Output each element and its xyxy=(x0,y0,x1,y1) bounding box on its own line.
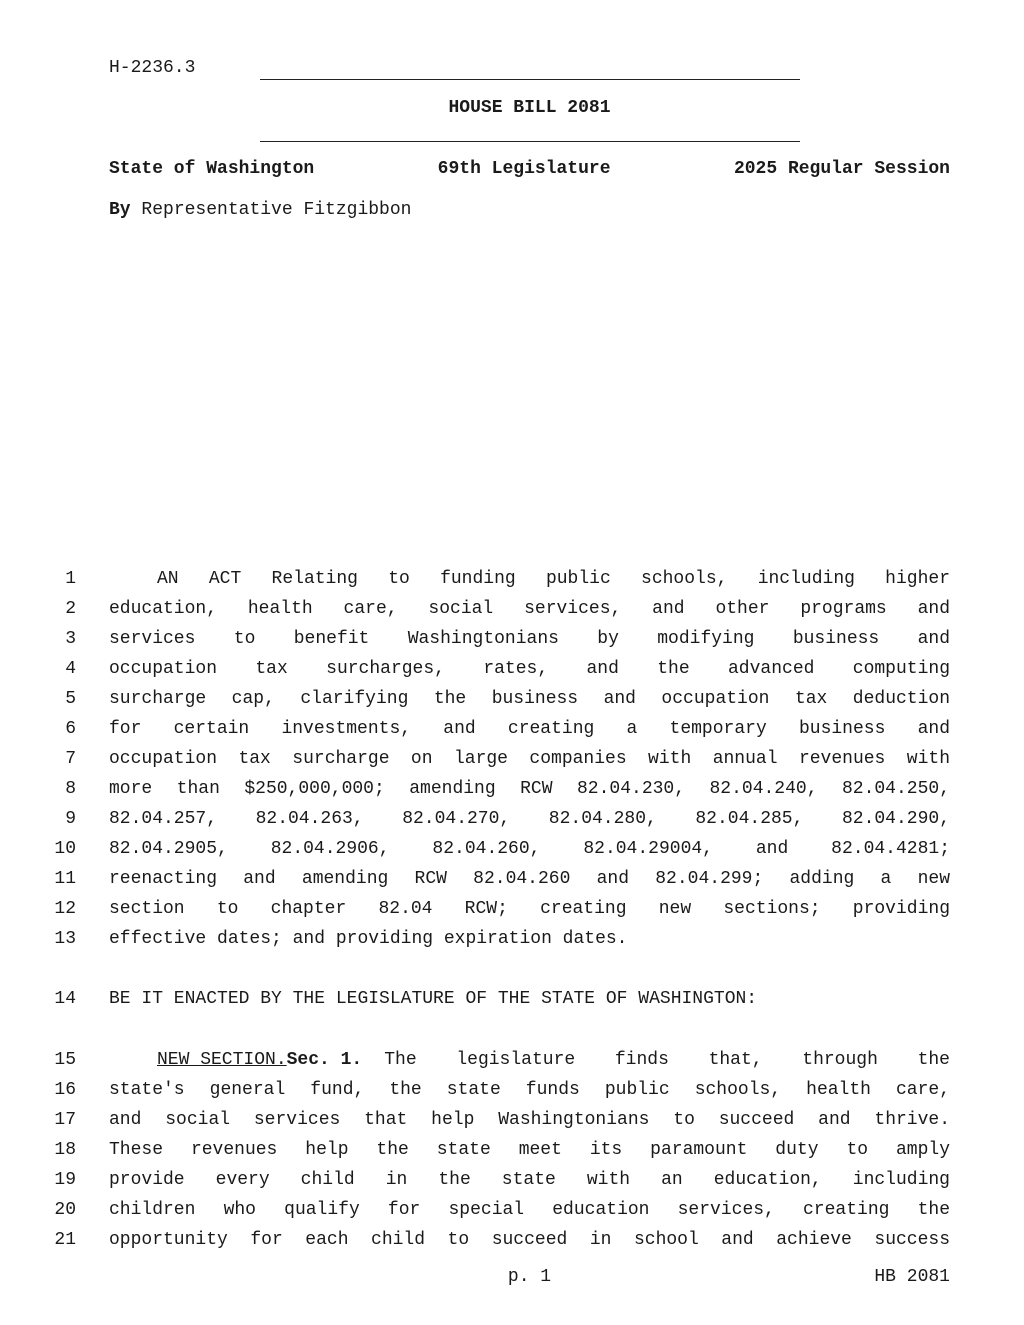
line-number: 1 xyxy=(65,569,76,589)
page-number: p. 1 xyxy=(507,1267,552,1287)
bill-line xyxy=(0,899,1024,923)
line-number: 17 xyxy=(54,1110,76,1130)
bill-line xyxy=(0,1080,1024,1104)
line-text: AN ACT Relating to funding public schools, including higher xyxy=(157,569,950,589)
line-number: 13 xyxy=(54,929,76,949)
line-text: children who qualify for special education services, creating the xyxy=(109,1200,950,1220)
line-number: 21 xyxy=(54,1230,76,1250)
title-rule-top xyxy=(260,79,800,80)
line-number: 19 xyxy=(54,1170,76,1190)
bill-line xyxy=(0,719,1024,743)
line-number: 16 xyxy=(54,1080,76,1100)
bill-line xyxy=(0,749,1024,773)
bill-line xyxy=(0,1230,1024,1254)
line-number: 9 xyxy=(65,809,76,829)
line-number: 4 xyxy=(65,659,76,679)
line-number: 2 xyxy=(65,599,76,619)
bill-line xyxy=(0,869,1024,893)
line-number: 11 xyxy=(54,869,76,889)
line-text: reenacting and amending RCW 82.04.260 and 82.04.299; adding a new xyxy=(109,869,950,889)
line-text: occupation tax surcharges, rates, and the advanced computing xyxy=(109,659,950,679)
line-text: provide every child in the state with an education, including xyxy=(109,1170,950,1190)
line-text: for certain investments, and creating a temporary business and xyxy=(109,719,950,739)
bill-line xyxy=(0,689,1024,713)
bill-line xyxy=(0,1110,1024,1134)
legislature-name: 69th Legislature xyxy=(437,159,611,179)
line-number: 6 xyxy=(65,719,76,739)
line-text: occupation tax surcharge on large companies with annual revenues with xyxy=(109,749,950,769)
bill-line xyxy=(0,1200,1024,1224)
line-number: 15 xyxy=(54,1050,76,1070)
line-number: 7 xyxy=(65,749,76,769)
sponsor-name: Representative Fitzgibbon xyxy=(141,200,412,220)
line-text: section to chapter 82.04 RCW; creating new sections; providing xyxy=(109,899,950,919)
line-number: 8 xyxy=(65,779,76,799)
line-text: These revenues help the state meet its paramount duty to amply xyxy=(109,1140,950,1160)
line-text: 82.04.257, 82.04.263, 82.04.270, 82.04.280, 82.04.285, 82.04.290, xyxy=(109,809,950,829)
section-number: Sec. 1. xyxy=(286,1050,363,1070)
enacting-clause: BE IT ENACTED BY THE LEGISLATURE OF THE STATE OF WASHINGTON: xyxy=(109,989,758,1009)
sponsor-line xyxy=(109,200,411,220)
line-text: and social services that help Washingtonians to succeed and thrive. xyxy=(109,1110,950,1130)
line-text: The legislature finds that, through the xyxy=(384,1050,950,1070)
new-section-label: NEW SECTION. xyxy=(157,1050,287,1070)
line-number: 5 xyxy=(65,689,76,709)
by-label: By xyxy=(109,200,131,220)
line-text: more than $250,000,000; amending RCW 82.04.230, 82.04.240, 82.04.250, xyxy=(109,779,950,799)
bill-line xyxy=(0,929,1024,953)
line-text: 82.04.2905, 82.04.2906, 82.04.260, 82.04.29004, and 82.04.4281; xyxy=(109,839,950,859)
bill-line xyxy=(0,1140,1024,1164)
line-number: 3 xyxy=(65,629,76,649)
bill-line xyxy=(0,599,1024,623)
line-number: 10 xyxy=(54,839,76,859)
bill-line xyxy=(0,569,1024,593)
bill-line xyxy=(0,659,1024,683)
line-text: surcharge cap, clarifying the business and occupation tax deduction xyxy=(109,689,950,709)
bill-line xyxy=(0,809,1024,833)
line-text: effective dates; and providing expiration dates. xyxy=(109,929,628,949)
line-text: state's general fund, the state funds public schools, health care, xyxy=(109,1080,950,1100)
line-number: 18 xyxy=(54,1140,76,1160)
document-code: H-2236.3 xyxy=(109,58,196,78)
line-text: opportunity for each child to succeed in school and achieve success xyxy=(109,1230,950,1250)
footer-bill-reference: HB 2081 xyxy=(874,1267,950,1287)
line-text: services to benefit Washingtonians by modifying business and xyxy=(109,629,950,649)
line-number: 14 xyxy=(54,989,76,1009)
line-text: education, health care, social services, and other programs and xyxy=(109,599,950,619)
state-name: State of Washington xyxy=(109,159,315,179)
line-number: 20 xyxy=(54,1200,76,1220)
line-number: 12 xyxy=(54,899,76,919)
title-rule-bottom xyxy=(260,141,800,142)
session-name: 2025 Regular Session xyxy=(733,159,950,179)
session-line xyxy=(109,159,950,179)
bill-line xyxy=(0,779,1024,803)
bill-line xyxy=(0,989,1024,1013)
bill-line xyxy=(0,1170,1024,1194)
bill-line xyxy=(0,629,1024,653)
section-heading-line xyxy=(157,1050,950,1070)
bill-title: HOUSE BILL 2081 xyxy=(448,98,611,118)
bill-line xyxy=(0,1050,1024,1074)
bill-line xyxy=(0,839,1024,863)
